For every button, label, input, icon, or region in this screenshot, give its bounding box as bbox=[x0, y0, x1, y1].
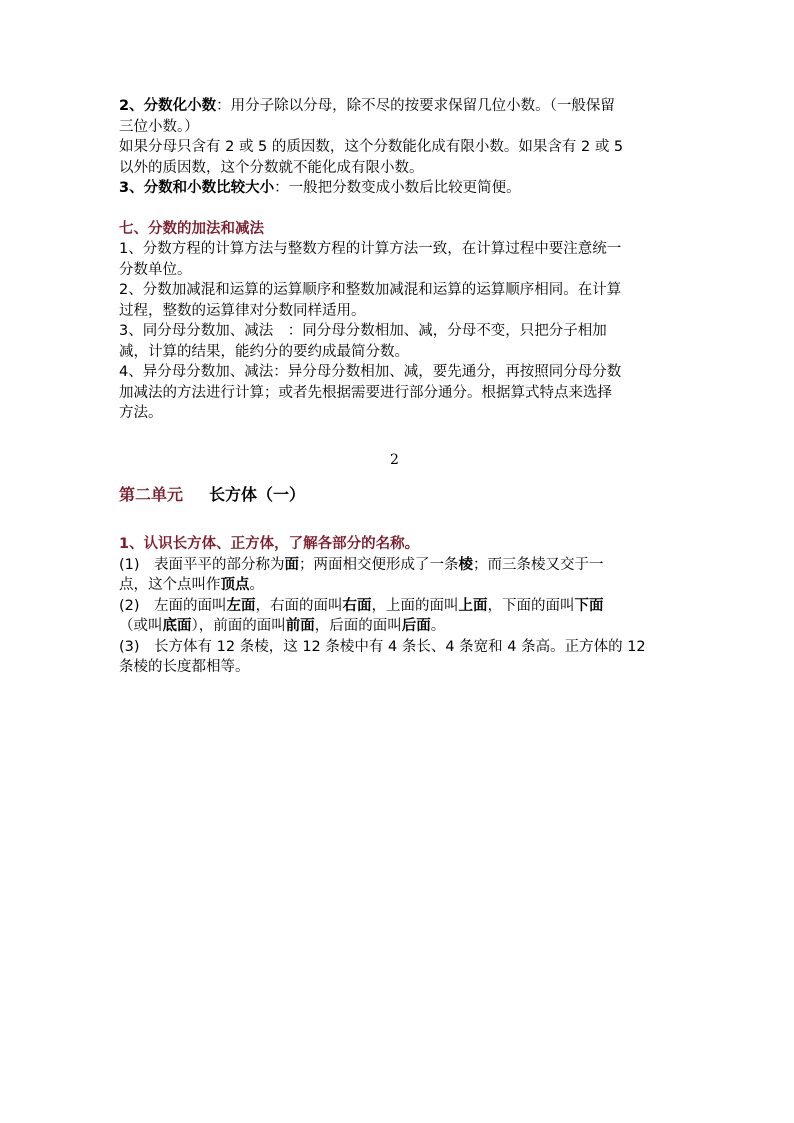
unit-2-topic: 长方体（一） bbox=[209, 485, 306, 504]
section-7-line: 2、分数加减混和运算的运算顺序和整数加减混和运算的运算顺序相同。在计算 bbox=[119, 282, 622, 298]
section-7-line: 过程，整数的运算律对分数同样适用。 bbox=[119, 302, 366, 319]
item-2-title: 2、分数化小数 bbox=[119, 98, 217, 114]
para-2-text: ，下面的面叫 bbox=[487, 597, 575, 614]
term-right: 右面 bbox=[342, 597, 372, 614]
section-7-line: 3、同分母分数加、减法 ：同分母分数相加、减，分母不变，只把分子相加 bbox=[119, 323, 607, 339]
para-2-text: (2) 左面的面叫 bbox=[119, 597, 227, 614]
unit-2-section bbox=[119, 534, 679, 678]
term-bottom: 下面 bbox=[574, 597, 604, 614]
para-1-text: (1) 表面平平的部分称为 bbox=[119, 556, 285, 573]
unit-2-heading: 1、认识长方体、正方体，了解各部分的名称。 bbox=[119, 536, 420, 552]
term-top: 上面 bbox=[458, 597, 488, 614]
item-2-note-cont: 以外的质因数，这个分数就不能化成有限小数。 bbox=[119, 159, 424, 176]
para-3-line-2: 条棱的长度都相等。 bbox=[119, 659, 250, 675]
section-7-heading: 七、分数的加法和减法 bbox=[119, 220, 264, 237]
para-2-text: ，上面的面叫 bbox=[371, 597, 459, 614]
item-3-body: ：一般把分数变成小数后比较更简便。 bbox=[274, 180, 521, 196]
term-back: 后面 bbox=[401, 618, 431, 634]
para-2-text: ），前面的面叫 bbox=[191, 618, 286, 634]
para-2-text: （或叫 bbox=[119, 618, 163, 634]
para-2-line bbox=[119, 596, 679, 617]
para-3-line: (3) 长方体有 12 条棱，这 12 条棱中有 4 条长、4 条宽和 4 条高。正方体的 12 bbox=[119, 638, 646, 655]
item-2-line bbox=[119, 96, 679, 117]
para-1-text: ；两面相交便形成了一条 bbox=[299, 556, 459, 573]
para-2-text: ，右面的面叫 bbox=[255, 597, 343, 614]
para-2-text: ，后面的面叫 bbox=[314, 618, 402, 634]
term-left: 左面 bbox=[226, 597, 256, 614]
section-7-line: 加减法的方法进行计算；或者先根据需要进行部分通分。根据算式特点来选择 bbox=[119, 384, 612, 401]
unit-2-label: 第二单元 bbox=[119, 485, 184, 504]
page-number: 2 bbox=[390, 452, 399, 468]
term-vertex: 顶点 bbox=[220, 577, 250, 593]
para-1-text: ；而三条棱又交于一 bbox=[473, 556, 604, 573]
para-1-text: 点，这个点叫作 bbox=[119, 577, 221, 593]
section-7-line: 减，计算的结果，能约分的要约成最简分数。 bbox=[119, 343, 409, 360]
section-7-line: 1、分数方程的计算方法与整数方程的计算方法一致，在计算过程中要注意统一 bbox=[119, 241, 622, 257]
term-base: 底面 bbox=[162, 618, 192, 634]
item-3-line bbox=[119, 178, 679, 199]
section-7-line: 分数单位。 bbox=[119, 261, 192, 278]
item-2-note: 如果分母只含有 2 或 5 的质因数，这个分数能化成有限小数。如果含有 2 或 5 bbox=[119, 139, 624, 155]
para-2-line-2 bbox=[119, 616, 679, 637]
term-edge: 棱 bbox=[458, 556, 474, 573]
item-3-title: 3、分数和小数比较大小 bbox=[119, 180, 275, 196]
item-2-body-cont: 三位小数。） bbox=[119, 118, 199, 135]
section-6-continued bbox=[119, 96, 679, 424]
para-1-line-2 bbox=[119, 575, 679, 596]
term-front: 前面 bbox=[285, 618, 315, 634]
para-2-text: 。 bbox=[430, 618, 446, 634]
section-7-line: 4、异分母分数加、减法：异分母分数相加、减，要先通分，再按照同分母分数 bbox=[119, 364, 622, 380]
unit-2-title bbox=[119, 482, 305, 505]
para-1-line bbox=[119, 555, 679, 576]
term-face: 面 bbox=[284, 556, 300, 573]
para-1-text: 。 bbox=[249, 577, 264, 593]
section-7-line: 方法。 bbox=[119, 405, 163, 421]
item-2-body: ：用分子除以分母，除不尽的按要求保留几位小数。（一般保留 bbox=[216, 98, 615, 114]
